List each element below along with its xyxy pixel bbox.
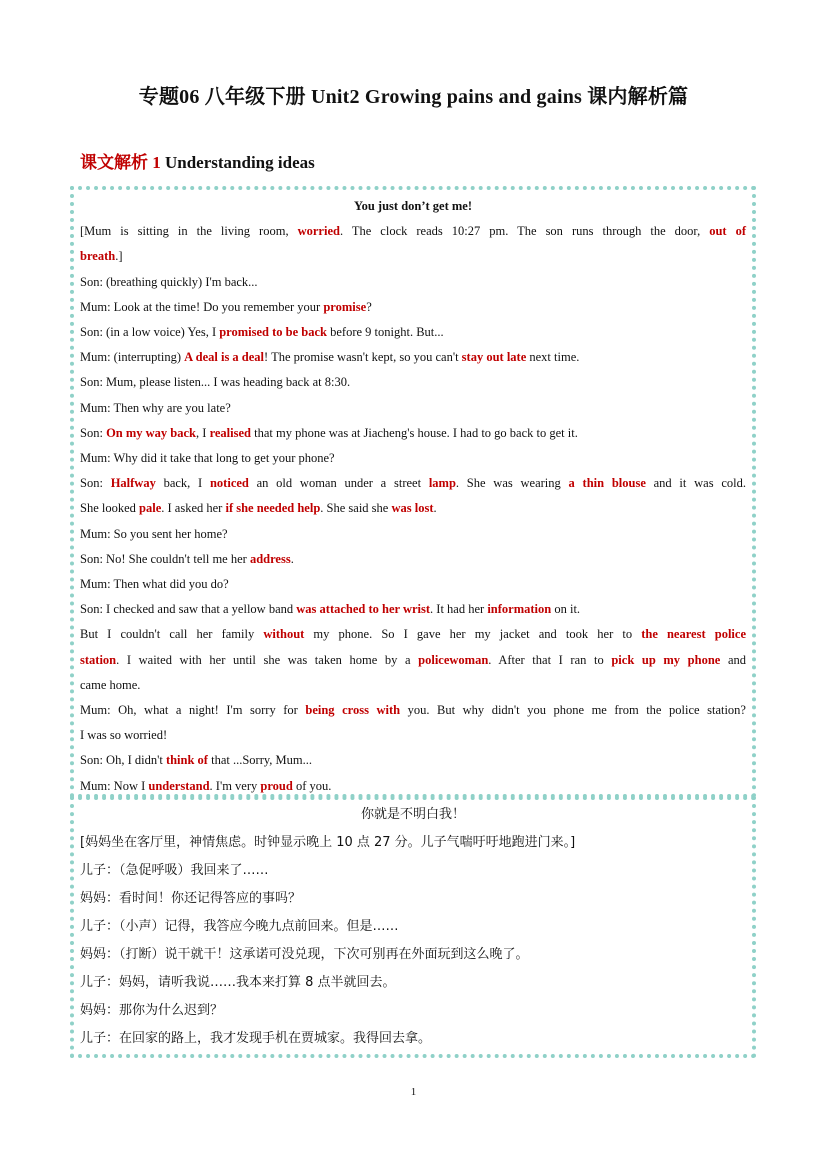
line-text: ! The promise wasn't kept, so you can't: [264, 350, 462, 365]
section-heading-cn: 课文解析 1: [80, 153, 161, 172]
line-text: Son: I checked and saw that a yellow band: [80, 602, 297, 617]
english-line: [80, 295, 746, 320]
highlighted-phrase: station: [80, 652, 117, 667]
english-line: [80, 396, 746, 421]
highlighted-phrase: if she needed help: [225, 501, 321, 516]
highlighted-phrase: pick up my phone: [611, 652, 721, 667]
chinese-line: 妈妈：看时间！你还记得答应的事吗？: [80, 891, 302, 906]
english-line: [80, 572, 746, 597]
highlighted-phrase: a thin blouse: [568, 476, 646, 491]
highlighted-phrase: was lost: [391, 501, 434, 516]
chinese-text-box: [70, 796, 756, 1058]
line-text: .]: [115, 249, 123, 264]
line-text: Son:: [80, 425, 107, 440]
chinese-line: 儿子：在回家的路上，我才发现手机在贾城家。我得回去拿。: [80, 1031, 432, 1046]
english-line: [80, 748, 746, 773]
page-number: 1: [410, 1086, 417, 1098]
line-text: Mum: So you sent her home?: [80, 526, 228, 541]
line-text: . I waited with her until she was taken home by a: [116, 652, 419, 667]
english-line: [80, 370, 746, 395]
line-text: . I asked her: [161, 501, 226, 516]
page-title: 专题06 八年级下册 Unit2 Growing pains and gains 课内解析篇: [138, 86, 689, 108]
line-text: before 9 tonight. But...: [327, 325, 444, 340]
line-text: that my phone was at Jiacheng's house. I had to go back to get it.: [251, 425, 578, 440]
english-line: [80, 244, 746, 269]
highlighted-phrase: breath: [80, 249, 116, 264]
english-line: [80, 270, 746, 295]
english-line: [80, 648, 746, 673]
line-text: next time.: [526, 350, 580, 365]
line-text: Son: Mum, please listen... I was heading back at 8:30.: [80, 375, 351, 390]
english-line: [80, 471, 746, 496]
line-text: Mum: Then what did you do?: [80, 577, 229, 592]
highlighted-phrase: was attached to her wrist: [296, 602, 431, 617]
line-text: . I'm very: [209, 778, 261, 793]
english-line: [80, 622, 746, 647]
line-text: . She was wearing: [455, 476, 569, 491]
english-title: You just don’t get me!: [353, 199, 473, 213]
english-line: [80, 320, 746, 345]
chinese-line: [妈妈坐在客厅里，神情焦虑。时钟显示晚上 10 点 27 分。儿子气喘吁吁地跑进门来。]: [80, 835, 576, 850]
line-text: I was so worried!: [80, 728, 168, 743]
line-text: of you.: [292, 778, 332, 793]
chinese-line: 儿子：（小声）记得，我答应今晚九点前回来。但是……: [80, 919, 399, 934]
highlighted-phrase: information: [487, 602, 552, 617]
chinese-line: 儿子：妈妈，请听我说……我本来打算 8 点半就回去。: [80, 975, 396, 990]
highlighted-phrase: without: [263, 627, 305, 642]
chinese-line: 妈妈：那你为什么迟到？: [80, 1003, 224, 1018]
highlighted-phrase: lamp: [428, 476, 456, 491]
line-text: back, I: [155, 476, 210, 491]
highlighted-phrase: the nearest police: [641, 627, 746, 642]
highlighted-phrase: address: [249, 551, 291, 566]
line-text: came home.: [80, 677, 141, 692]
line-text: . She said she: [320, 501, 392, 516]
highlighted-phrase: promised to be back: [219, 325, 327, 340]
highlighted-phrase: think of: [165, 753, 208, 768]
highlighted-phrase: proud: [260, 778, 293, 793]
english-line: [80, 345, 746, 370]
highlighted-phrase: promise: [323, 299, 367, 314]
line-text: Mum: Then why are you late?: [80, 400, 231, 415]
line-text: .: [433, 501, 437, 516]
highlighted-phrase: out of: [709, 224, 747, 239]
highlighted-phrase: policewoman: [418, 652, 489, 667]
english-text-box: [70, 186, 756, 798]
highlighted-phrase: realised: [209, 425, 251, 440]
highlighted-phrase: A deal is a deal: [184, 350, 265, 365]
english-line: [80, 698, 746, 723]
english-line: [80, 547, 746, 572]
chinese-line: 儿子：（急促呼吸）我回来了……: [80, 863, 269, 878]
english-line: [80, 219, 746, 244]
english-line: [80, 597, 746, 622]
chinese-title: 你就是不明白我！: [360, 807, 465, 822]
line-text: on it.: [551, 602, 581, 617]
english-line: [80, 522, 746, 547]
english-line: [80, 673, 746, 698]
line-text: Son: Oh, I didn't: [80, 753, 166, 768]
line-text: you. But why didn't you phone me from the police station?: [400, 703, 746, 718]
section-heading: [80, 148, 315, 173]
english-line: [80, 496, 746, 521]
line-text: Mum: (interrupting): [80, 350, 185, 365]
line-text: ?: [366, 299, 372, 314]
highlighted-phrase: stay out late: [461, 350, 527, 365]
line-text: Son:: [80, 476, 111, 491]
line-text: that ...Sorry, Mum...: [207, 753, 313, 768]
line-text: , I: [196, 425, 210, 440]
line-text: Mum: Look at the time! Do you remember your: [80, 299, 324, 314]
line-text: . The clock reads 10:27 pm. The son runs through the door,: [339, 224, 710, 239]
line-text: But I couldn't call her family: [80, 627, 264, 642]
line-text: Mum: Oh, what a night! I'm sorry for: [80, 703, 306, 718]
highlighted-phrase: worried: [297, 224, 340, 239]
highlighted-phrase: On my way back: [106, 425, 197, 440]
english-line: [80, 446, 746, 471]
chinese-line: 妈妈：（打断）说干就干！这承诺可没兑现，下次可别再在外面玩到这么晚了。: [80, 947, 529, 962]
english-line: [80, 723, 746, 748]
line-text: Son: (breathing quickly) I'm back...: [80, 274, 258, 289]
line-text: Son: (in a low voice) Yes, I: [80, 325, 220, 340]
line-text: Mum: Now I: [80, 778, 149, 793]
line-text: She looked: [80, 501, 140, 516]
line-text: . After that I ran to: [488, 652, 612, 667]
highlighted-phrase: being cross with: [305, 703, 401, 718]
line-text: Son: No! She couldn't tell me her: [80, 551, 250, 566]
line-text: [Mum is sitting in the living room,: [80, 224, 298, 239]
english-line: [80, 421, 746, 446]
line-text: . It had her: [430, 602, 488, 617]
highlighted-phrase: pale: [139, 501, 162, 516]
highlighted-phrase: noticed: [209, 476, 249, 491]
line-text: Mum: Why did it take that long to get your phone?: [80, 451, 335, 466]
line-text: .: [290, 551, 294, 566]
line-text: an old woman under a street: [248, 476, 429, 491]
highlighted-phrase: understand: [148, 778, 210, 793]
section-heading-en: Understanding ideas: [160, 153, 315, 172]
line-text: my phone. So I gave her my jacket and took her to: [304, 627, 642, 642]
line-text: and it was cold.: [645, 476, 746, 491]
line-text: and: [720, 652, 746, 667]
highlighted-phrase: Halfway: [110, 476, 156, 491]
